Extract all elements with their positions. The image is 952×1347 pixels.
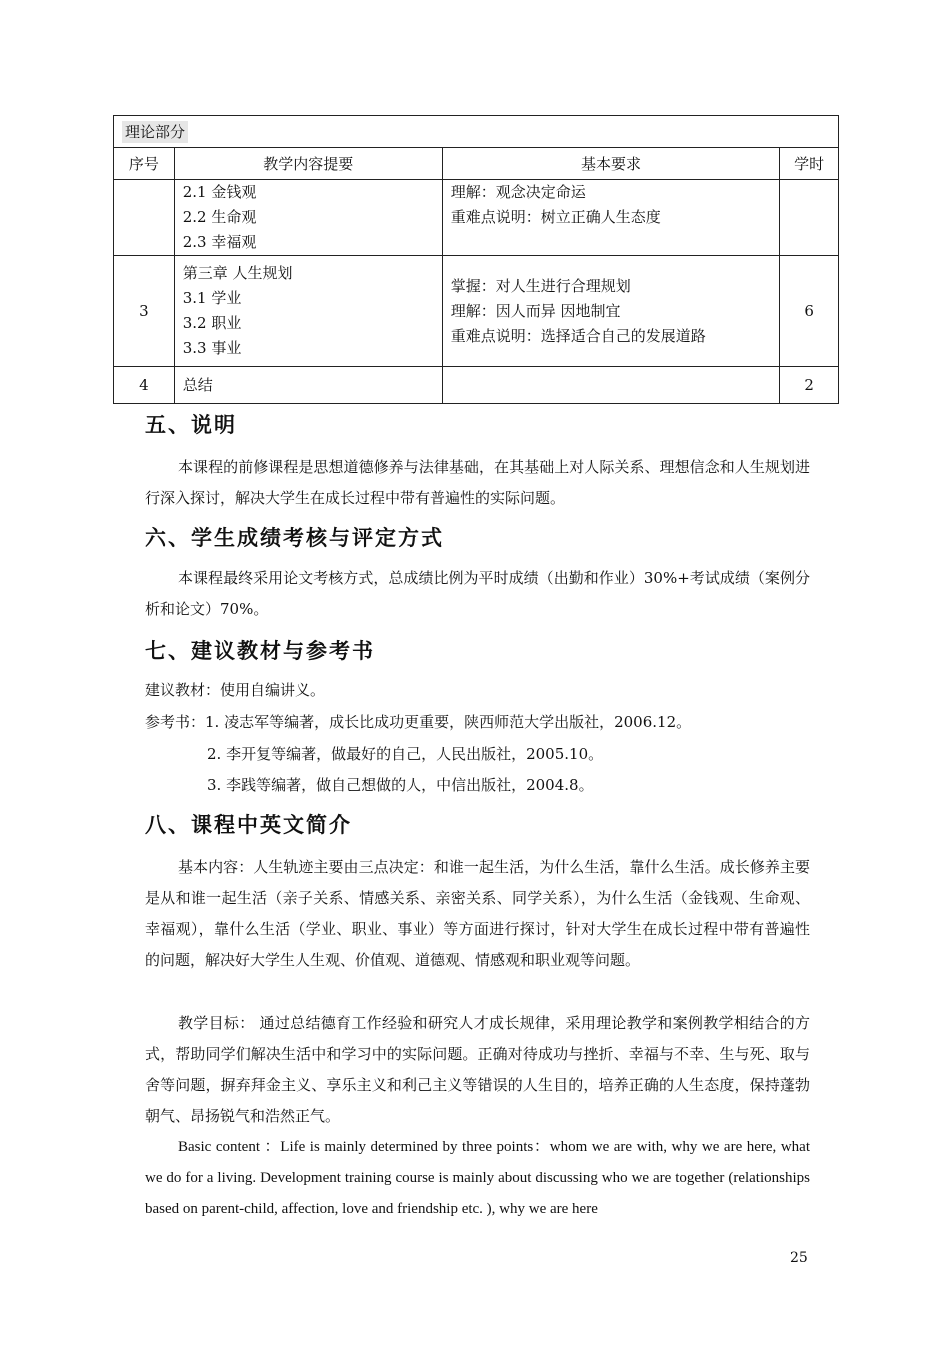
- textbook-line: 建议教材：使用自编讲义。: [145, 681, 326, 699]
- section-heading-6: 六、学生成绩考核与评定方式: [145, 525, 444, 550]
- reference-1: 参考书：1. 凌志军等编著，成长比成功更重要，陕西师范大学出版社，2006.12。: [145, 713, 692, 731]
- table-section-title: 理论部分: [122, 121, 188, 143]
- header-content: 教学内容提要: [174, 148, 442, 180]
- syllabus-table: [113, 115, 839, 404]
- table-row: [114, 256, 839, 367]
- section-heading-7: 七、建议教材与参考书: [145, 638, 375, 663]
- cell-content: 总结: [174, 367, 442, 404]
- header-requirement: 基本要求: [442, 148, 779, 180]
- teaching-goal-paragraph: 教学目标： 通过总结德育工作经验和研究人才成长规律，采用理论教学和案例教学相结合的方式，帮助同学们解决生活中和学习中的实际问题。正确对待成功与挫折、幸福与不幸、生与死、取与舍等问题，摒弃拜金主义、享乐主义和利己主义等错误的人生目的，培养正确的人生态度，保持蓬勃朝气、昂扬锐气和浩然正气。: [145, 1014, 810, 1125]
- reference-2: 2. 李开复等编著，做最好的自己，人民出版社，2005.10。: [207, 745, 604, 763]
- table-title-row: [114, 116, 839, 148]
- cell-hours: 2: [780, 367, 839, 404]
- reference-3: 3. 李践等编著，做自己想做的人，中信出版社，2004.8。: [207, 776, 594, 794]
- table-header-row: [114, 148, 839, 180]
- basic-content-paragraph: 基本内容：人生轨迹主要由三点决定：和谁一起生活，为什么生活，靠什么生活。成长修养主要是从和谁一起生活（亲子关系、情感关系、亲密关系、同学关系），为什么生活（金钱观、生命观、幸福观），靠什么生活（学业、职业、事业）等方面进行探讨，针对大学生在成长过程中带有普遍性的问题，解决好大学生人生观、价值观、道德观、情感观和职业观等问题。: [145, 858, 810, 969]
- section-5-body: 本课程的前修课程是思想道德修养与法律基础，在其基础上对人际关系、理想信念和人生规划进行深入探讨，解决大学生在成长过程中带有普遍性的实际问题。: [145, 458, 810, 507]
- section-6-body: 本课程最终采用论文考核方式，总成绩比例为平时成绩（出勤和作业）30%+考试成绩（案例分析和论文）70%。: [145, 569, 810, 618]
- english-summary-paragraph: Basic content ：Life is mainly determined by three points：whom we are with, why we are here, what we do for a living. Development training course is mainly about discussing who we are together (relationships based on parent-child, affection, love and friendship etc. ), why we are here: [145, 1139, 810, 1217]
- header-hours: 学时: [780, 148, 839, 180]
- cell-requirement: 理解：观念决定命运 重难点说明：树立正确人生态度: [442, 180, 779, 256]
- table-row: [114, 367, 839, 404]
- cell-hours: 6: [780, 256, 839, 367]
- cell-hours: [780, 180, 839, 256]
- cell-no: [114, 180, 175, 256]
- header-no: 序号: [114, 148, 175, 180]
- page-number: 25: [790, 1250, 808, 1266]
- table-row: [114, 180, 839, 256]
- section-heading-5: 五、说明: [145, 412, 237, 437]
- cell-no: 3: [114, 256, 175, 367]
- section-heading-8: 八、课程中英文简介: [145, 812, 352, 837]
- cell-content: 2.1 金钱观 2.2 生命观 2.3 幸福观: [174, 180, 442, 256]
- cell-content: 第三章 人生规划 3.1 学业 3.2 职业 3.3 事业: [174, 256, 442, 367]
- cell-requirement: 掌握：对人生进行合理规划 理解：因人而异 因地制宜 重难点说明：选择适合自己的发展道路: [442, 256, 779, 367]
- cell-requirement: [442, 367, 779, 404]
- cell-no: 4: [114, 367, 175, 404]
